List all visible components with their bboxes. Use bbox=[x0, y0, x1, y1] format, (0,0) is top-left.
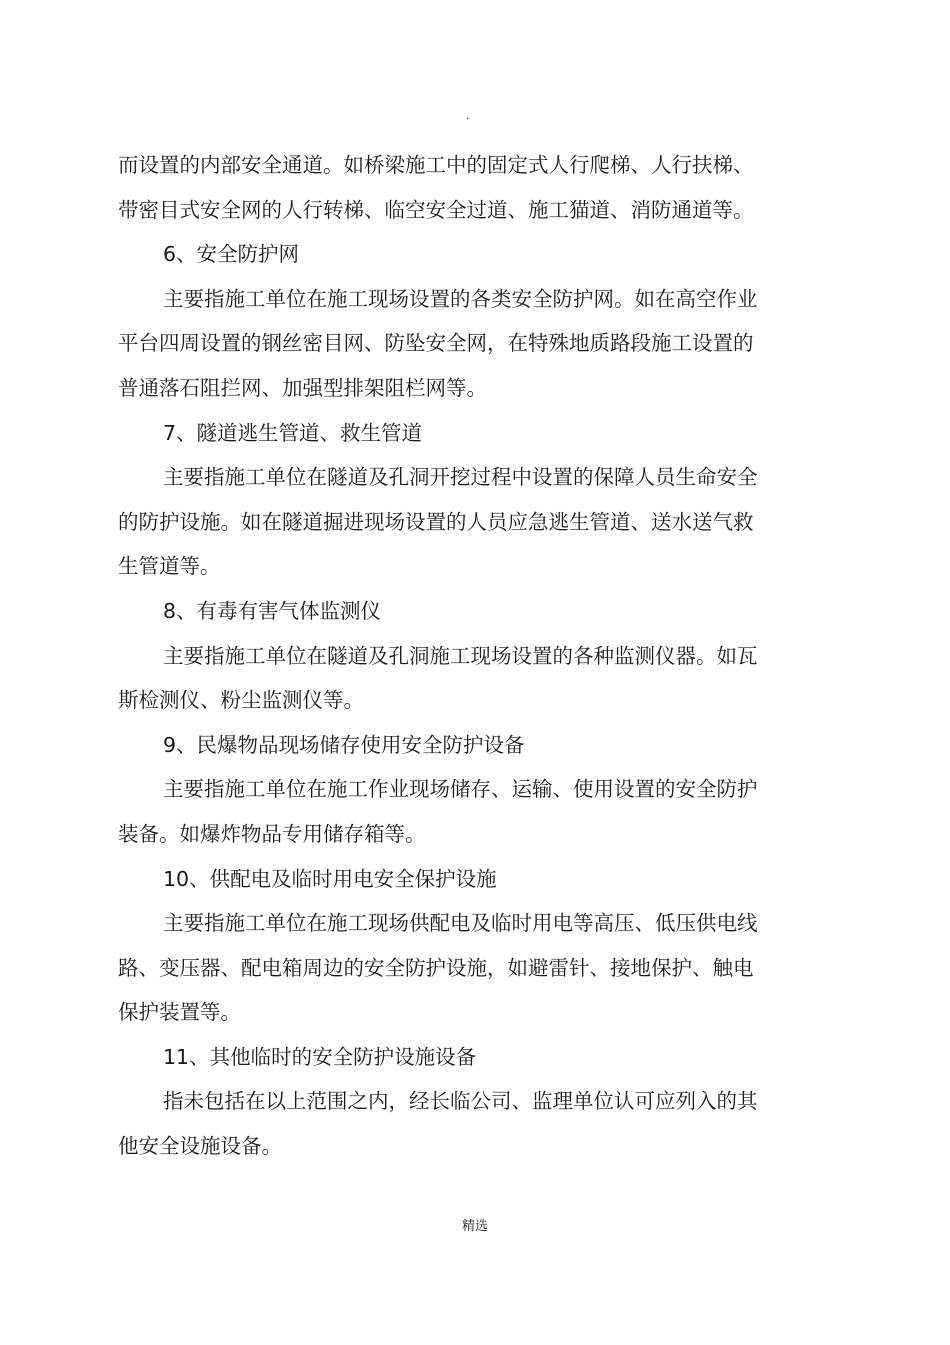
body-line: 指未包括在以上范围之内，经长临公司、监理单位认可应列入的其 bbox=[163, 1089, 758, 1114]
body-line: 保护装置等。 bbox=[118, 1000, 241, 1025]
body-line: 主要指施工单位在隧道及孔洞开挖过程中设置的保障人员生命安全 bbox=[163, 465, 758, 490]
body-line: 平台四周设置的钢丝密目网、防坠安全网，在特殊地质路段施工设置的 bbox=[118, 331, 754, 356]
body-line: 生管道等。 bbox=[118, 554, 221, 579]
section-heading-10: 10、供配电及临时用电安全保护设施 bbox=[163, 866, 497, 891]
body-line: 他安全设施设备。 bbox=[118, 1134, 282, 1159]
body-line: 装备。如爆炸物品专用储存箱等。 bbox=[118, 821, 426, 846]
section-heading-11: 11、其他临时的安全防护设施设备 bbox=[163, 1044, 477, 1069]
section-heading-8: 8、有毒有害气体监测仪 bbox=[163, 598, 382, 623]
body-line: 带密目式安全网的人行转梯、临空安全过道、施工猫道、消防通道等。 bbox=[118, 197, 754, 222]
document-body bbox=[118, 143, 778, 1169]
section-heading-9: 9、民爆物品现场储存使用安全防护设备 bbox=[163, 732, 525, 757]
body-line: 主要指施工单位在施工现场供配电及临时用电等高压、低压供电线 bbox=[163, 911, 758, 936]
body-line: 主要指施工单位在隧道及孔洞施工现场设置的各种监测仪器。如瓦 bbox=[163, 643, 758, 668]
body-line: 的防护设施。如在隧道掘进现场设置的人员应急逃生管道、送水送气救 bbox=[118, 509, 754, 534]
body-line: 斯检测仪、粉尘监测仪等。 bbox=[118, 688, 364, 713]
section-heading-7: 7、隧道逃生管道、救生管道 bbox=[163, 420, 423, 445]
body-line: 主要指施工单位在施工作业现场储存、运输、使用设置的安全防护 bbox=[163, 777, 758, 802]
body-line: 路、变压器、配电箱周边的安全防护设施，如避雷针、接地保护、触电 bbox=[118, 955, 754, 980]
body-line: 普通落石阻拦网、加强型排架阻栏网等。 bbox=[118, 375, 487, 400]
body-line: 而设置的内部安全通道。如桥梁施工中的固定式人行爬梯、人行扶梯、 bbox=[118, 153, 754, 177]
body-line: 主要指施工单位在施工现场设置的各类安全防护网。如在高空作业 bbox=[163, 286, 758, 311]
header-mark: . bbox=[466, 111, 470, 122]
section-heading-6: 6、安全防护网 bbox=[163, 242, 300, 267]
page-footer: 精选 bbox=[461, 1219, 488, 1234]
